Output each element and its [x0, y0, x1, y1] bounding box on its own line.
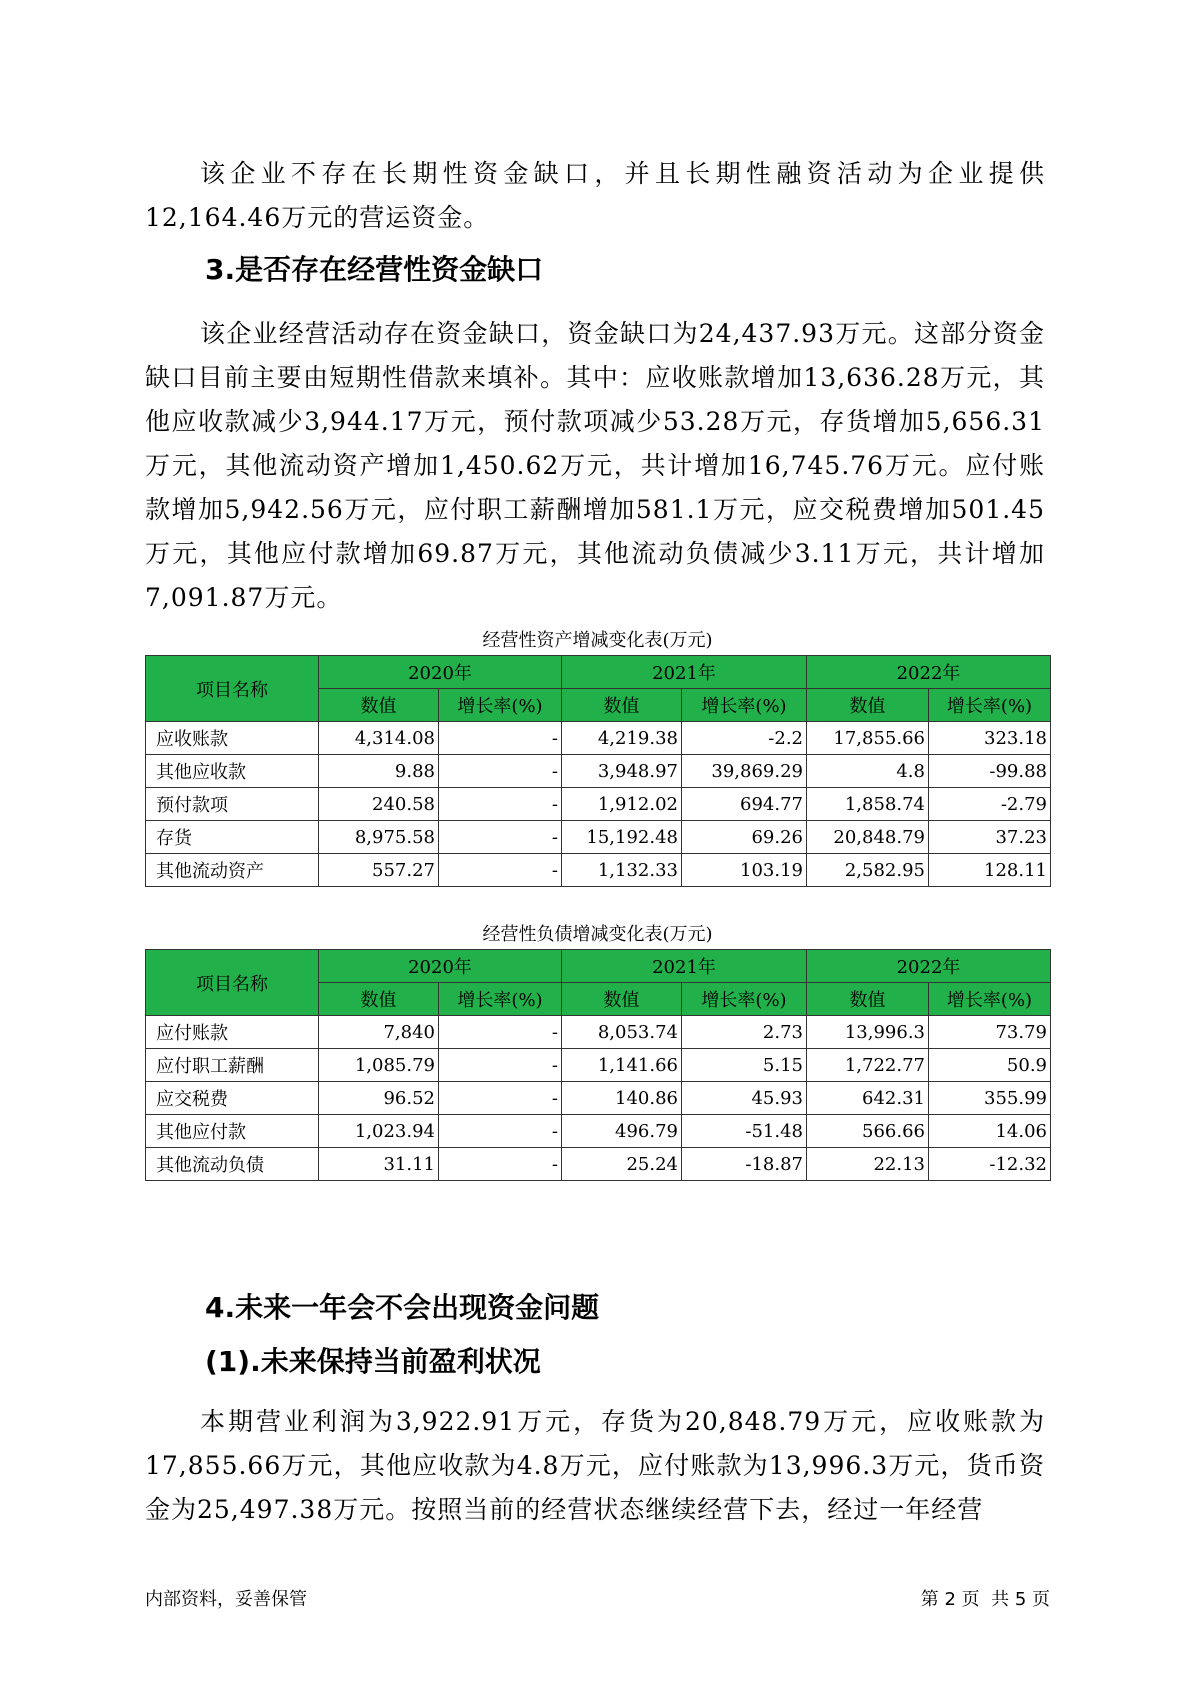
value-cell: 9.88	[319, 755, 439, 788]
growth-rate-cell: -	[439, 854, 562, 887]
header-value: 数值	[807, 689, 929, 722]
table-row	[146, 1016, 1051, 1049]
growth-rate-cell: -	[439, 1016, 562, 1049]
assets-table-caption: 经营性资产增减变化表(万元)	[482, 630, 713, 651]
value-cell: 20,848.79	[807, 821, 929, 854]
row-item-name: 其他流动负债	[146, 1148, 319, 1181]
row-item-name: 应付账款	[146, 1016, 319, 1049]
header-item-name: 项目名称	[146, 656, 319, 722]
header-growth: 增长率(%)	[929, 689, 1051, 722]
value-cell: 240.58	[319, 788, 439, 821]
row-item-name: 应交税费	[146, 1082, 319, 1115]
value-cell: 557.27	[319, 854, 439, 887]
growth-rate-cell: 323.18	[929, 722, 1051, 755]
value-cell: 2,582.95	[807, 854, 929, 887]
header-value: 数值	[319, 689, 439, 722]
table-row	[146, 1049, 1051, 1082]
growth-rate-cell: 14.06	[929, 1115, 1051, 1148]
table-row	[146, 1115, 1051, 1148]
value-cell: 4,219.38	[562, 722, 682, 755]
table-row	[146, 788, 1051, 821]
growth-rate-cell: -	[439, 821, 562, 854]
value-cell: 7,840	[319, 1016, 439, 1049]
header-growth: 增长率(%)	[439, 983, 562, 1016]
growth-rate-cell: -	[439, 1049, 562, 1082]
value-cell: 1,912.02	[562, 788, 682, 821]
growth-rate-cell: -2.79	[929, 788, 1051, 821]
heading-section-3: 3.是否存在经营性资金缺口	[205, 253, 544, 286]
value-cell: 140.86	[562, 1082, 682, 1115]
value-cell: 1,858.74	[807, 788, 929, 821]
row-item-name: 其他应收款	[146, 755, 319, 788]
growth-rate-cell: -	[439, 788, 562, 821]
paragraph-long-term-funding: 该企业不存在长期性资金缺口，并且长期性融资活动为企业提供12,164.46万元的营运资金。	[145, 159, 1045, 232]
value-cell: 13,996.3	[807, 1016, 929, 1049]
header-value: 数值	[562, 983, 682, 1016]
value-cell: 1,023.94	[319, 1115, 439, 1148]
growth-rate-cell: 50.9	[929, 1049, 1051, 1082]
value-cell: 566.66	[807, 1115, 929, 1148]
growth-rate-cell: -	[439, 1115, 562, 1148]
growth-rate-cell: 37.23	[929, 821, 1051, 854]
header-year-2020: 2020年	[319, 656, 562, 689]
growth-rate-cell: 355.99	[929, 1082, 1051, 1115]
liabilities-table-caption: 经营性负债增减变化表(万元)	[482, 924, 713, 945]
value-cell: 96.52	[319, 1082, 439, 1115]
heading-section-4: 4.未来一年会不会出现资金问题	[205, 1291, 600, 1324]
growth-rate-cell: 5.15	[682, 1049, 807, 1082]
value-cell: 8,975.58	[319, 821, 439, 854]
liabilities-table	[145, 949, 1051, 1181]
table-row	[146, 1148, 1051, 1181]
header-year-2022: 2022年	[807, 656, 1051, 689]
growth-rate-cell: -18.87	[682, 1148, 807, 1181]
value-cell: 4.8	[807, 755, 929, 788]
growth-rate-cell: 69.26	[682, 821, 807, 854]
value-cell: 17,855.66	[807, 722, 929, 755]
heading-section-4-1: (1).未来保持当前盈利状况	[205, 1345, 541, 1378]
table-row	[146, 1082, 1051, 1115]
table-row	[146, 755, 1051, 788]
header-value: 数值	[807, 983, 929, 1016]
value-cell: 31.11	[319, 1148, 439, 1181]
growth-rate-cell: 103.19	[682, 854, 807, 887]
table-row	[146, 854, 1051, 887]
header-growth: 增长率(%)	[439, 689, 562, 722]
header-value: 数值	[319, 983, 439, 1016]
paragraph-profit-status: 本期营业利润为3,922.91万元，存货为20,848.79万元，应收账款为17,855.66万元，其他应收款为4.8万元，应付账款为13,996.3万元，货币资金为25,497.38万元。按照当前的经营状态继续经营下去，经过一年经营	[145, 1407, 1045, 1524]
table-row	[146, 722, 1051, 755]
growth-rate-cell: -99.88	[929, 755, 1051, 788]
footer-page-number: 第 2 页 共 5 页	[920, 1589, 1050, 1610]
value-cell: 25.24	[562, 1148, 682, 1181]
growth-rate-cell: 45.93	[682, 1082, 807, 1115]
value-cell: 8,053.74	[562, 1016, 682, 1049]
table-row	[146, 821, 1051, 854]
row-item-name: 预付款项	[146, 788, 319, 821]
value-cell: 1,722.77	[807, 1049, 929, 1082]
value-cell: 642.31	[807, 1082, 929, 1115]
header-growth: 增长率(%)	[929, 983, 1051, 1016]
growth-rate-cell: -51.48	[682, 1115, 807, 1148]
growth-rate-cell: -12.32	[929, 1148, 1051, 1181]
value-cell: 496.79	[562, 1115, 682, 1148]
value-cell: 3,948.97	[562, 755, 682, 788]
growth-rate-cell: -	[439, 755, 562, 788]
growth-rate-cell: -	[439, 1082, 562, 1115]
row-item-name: 存货	[146, 821, 319, 854]
growth-rate-cell: 694.77	[682, 788, 807, 821]
value-cell: 1,141.66	[562, 1049, 682, 1082]
growth-rate-cell: 73.79	[929, 1016, 1051, 1049]
growth-rate-cell: -	[439, 1148, 562, 1181]
growth-rate-cell: 128.11	[929, 854, 1051, 887]
value-cell: 22.13	[807, 1148, 929, 1181]
assets-table	[145, 655, 1051, 887]
footer-confidential-note: 内部资料，妥善保管	[145, 1589, 307, 1610]
value-cell: 4,314.08	[319, 722, 439, 755]
header-growth: 增长率(%)	[682, 689, 807, 722]
growth-rate-cell: 39,869.29	[682, 755, 807, 788]
growth-rate-cell: 2.73	[682, 1016, 807, 1049]
growth-rate-cell: -	[439, 722, 562, 755]
value-cell: 1,132.33	[562, 854, 682, 887]
header-year-2021: 2021年	[562, 656, 807, 689]
header-year-2022: 2022年	[807, 950, 1051, 983]
paragraph-operating-gap: 该企业经营活动存在资金缺口，资金缺口为24,437.93万元。这部分资金缺口目前主要由短期性借款来填补。其中：应收账款增加13,636.28万元，其他应收款减少3,944.17万元，预付款项减少53.28万元，存货增加5,656.31万元，其他流动资产增加1,450.62万元，共计增加16,745.76万元。应付账款增加5,942.56万元，应付职工薪酬增加581.1万元，应交税费增加501.45万元，其他应付款增加69.87万元，其他流动负债减少3.11万元，共计增加7,091.87万元。	[145, 319, 1045, 612]
header-growth: 增长率(%)	[682, 983, 807, 1016]
header-value: 数值	[562, 689, 682, 722]
row-item-name: 其他应付款	[146, 1115, 319, 1148]
row-item-name: 其他流动资产	[146, 854, 319, 887]
growth-rate-cell: -2.2	[682, 722, 807, 755]
header-year-2020: 2020年	[319, 950, 562, 983]
value-cell: 1,085.79	[319, 1049, 439, 1082]
row-item-name: 应收账款	[146, 722, 319, 755]
header-year-2021: 2021年	[562, 950, 807, 983]
header-item-name: 项目名称	[146, 950, 319, 1016]
value-cell: 15,192.48	[562, 821, 682, 854]
row-item-name: 应付职工薪酬	[146, 1049, 319, 1082]
